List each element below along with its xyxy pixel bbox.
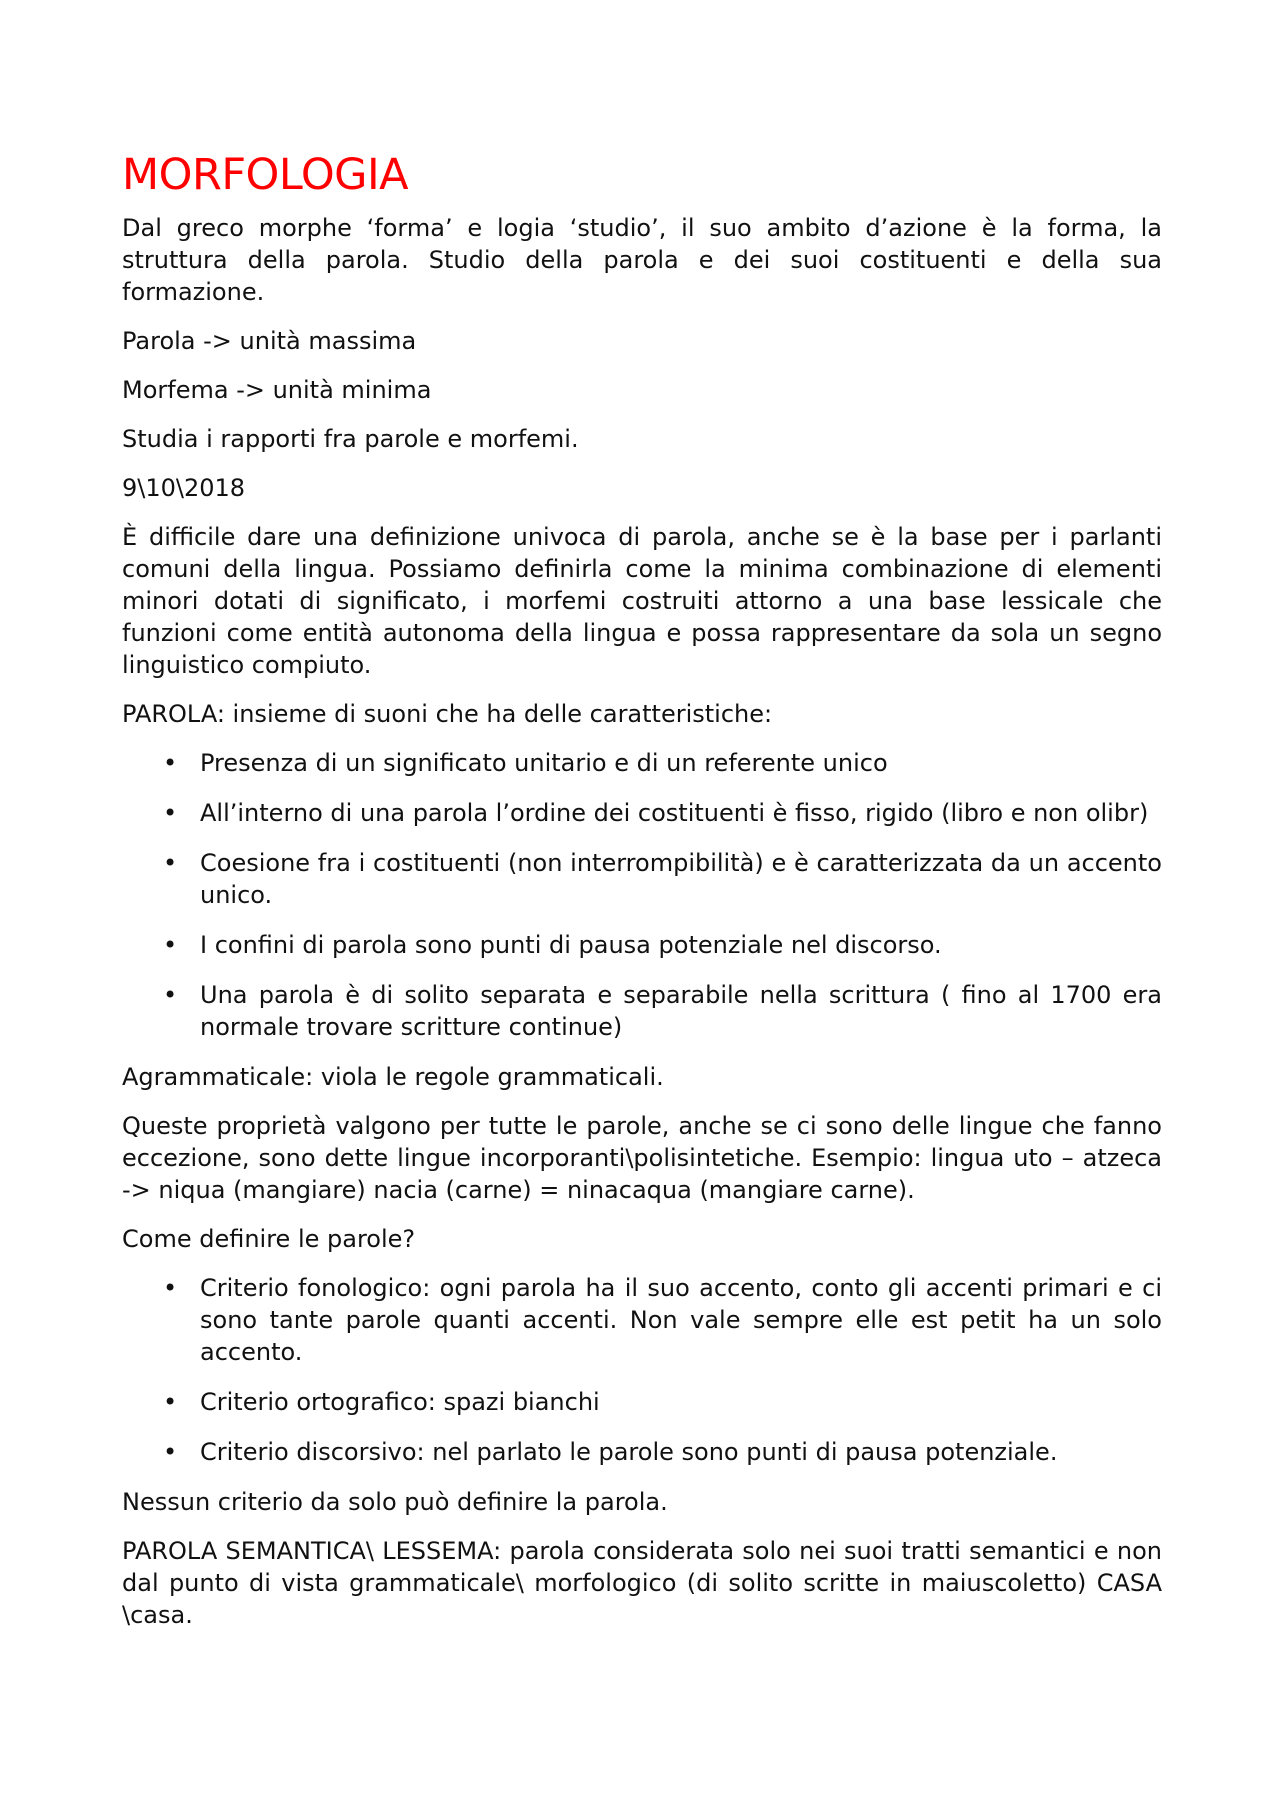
list-item-text: Criterio ortografico: spazi bianchi [200, 1387, 600, 1416]
characteristics-list [122, 747, 1162, 1043]
document-page [122, 150, 1162, 1648]
list-item [163, 747, 1162, 779]
list-item [163, 929, 1162, 961]
agrammaticale-line: Agrammaticale: viola le regole grammaticali. [122, 1062, 664, 1091]
proprieta-paragraph: Queste proprietà valgono per tutte le parole, anche se ci sono delle lingue che fanno eccezione, sono dette lingue incorporanti\polisintetiche. Esempio: lingua uto – atzeca -> niqua (mangiare) nacia (carne) = ninacaqua (mangiare carne). [122, 1111, 1162, 1204]
bullet-icon: • [163, 848, 178, 877]
list-item-text: All’interno di una parola l’ordine dei costituenti è fisso, rigido (libro e non olibr) [200, 798, 1149, 827]
list-item [163, 847, 1162, 911]
list-item-text: Presenza di un significato unitario e di un referente unico [200, 748, 888, 777]
bullet-icon: • [163, 798, 178, 827]
bullet-icon: • [163, 1387, 178, 1416]
intro-paragraph: Dal greco morphe ‘forma’ e logia ‘studio’, il suo ambito d’azione è la forma, la struttura della parola. Studio della parola e dei suoi costituenti e della sua formazione. [122, 213, 1162, 306]
page-title: MORFOLOGIA [122, 150, 409, 200]
list-item-text: Criterio fonologico: ogni parola ha il suo accento, conto gli accenti primari e ci sono tante parole quanti accenti. Non vale sempre elle est petit ha un solo accento. [200, 1273, 1162, 1366]
bullet-icon: • [163, 748, 178, 777]
list-item [163, 979, 1162, 1043]
bullet-icon: • [163, 980, 178, 1009]
list-item [163, 1436, 1162, 1468]
bullet-icon: • [163, 1437, 178, 1466]
list-item [163, 1272, 1162, 1368]
list-item-text: Coesione fra i costituenti (non interrompibilità) e è caratterizzata da un accento unico. [200, 848, 1162, 909]
nessun-criterio-line: Nessun criterio da solo può definire la parola. [122, 1487, 668, 1516]
definition-paragraph: È difficile dare una definizione univoca di parola, anche se è la base per i parlanti comuni della lingua. Possiamo definirla come la minima combinazione di elementi minori dotati di significato, i morfemi costruiti attorno a una base lessicale che funzioni come entità autonoma della lingua e possa rappresentare da sola un segno linguistico compiuto. [122, 522, 1162, 679]
criteria-list [122, 1272, 1162, 1468]
studia-line: Studia i rapporti fra parole e morfemi. [122, 424, 579, 453]
parola-heading: PAROLA: insieme di suoni che ha delle caratteristiche: [122, 699, 773, 728]
list-item [163, 797, 1162, 829]
list-item-text: I confini di parola sono punti di pausa potenziale nel discorso. [200, 930, 942, 959]
list-item-text: Criterio discorsivo: nel parlato le parole sono punti di pausa potenziale. [200, 1437, 1058, 1466]
morfema-line: Morfema -> unità minima [122, 375, 432, 404]
date-line: 9\10\2018 [122, 473, 246, 502]
list-item [163, 1386, 1162, 1418]
parola-line: Parola -> unità massima [122, 326, 417, 355]
list-item-text: Una parola è di solito separata e separabile nella scrittura ( fino al 1700 era normale trovare scritture continue) [200, 980, 1162, 1041]
bullet-icon: • [163, 930, 178, 959]
come-definire-line: Come definire le parole? [122, 1224, 416, 1253]
lessema-paragraph: PAROLA SEMANTICA\ LESSEMA: parola considerata solo nei suoi tratti semantici e non dal punto di vista grammaticale\ morfologico (di solito scritte in maiuscoletto) CASA \casa. [122, 1536, 1162, 1629]
bullet-icon: • [163, 1273, 178, 1302]
